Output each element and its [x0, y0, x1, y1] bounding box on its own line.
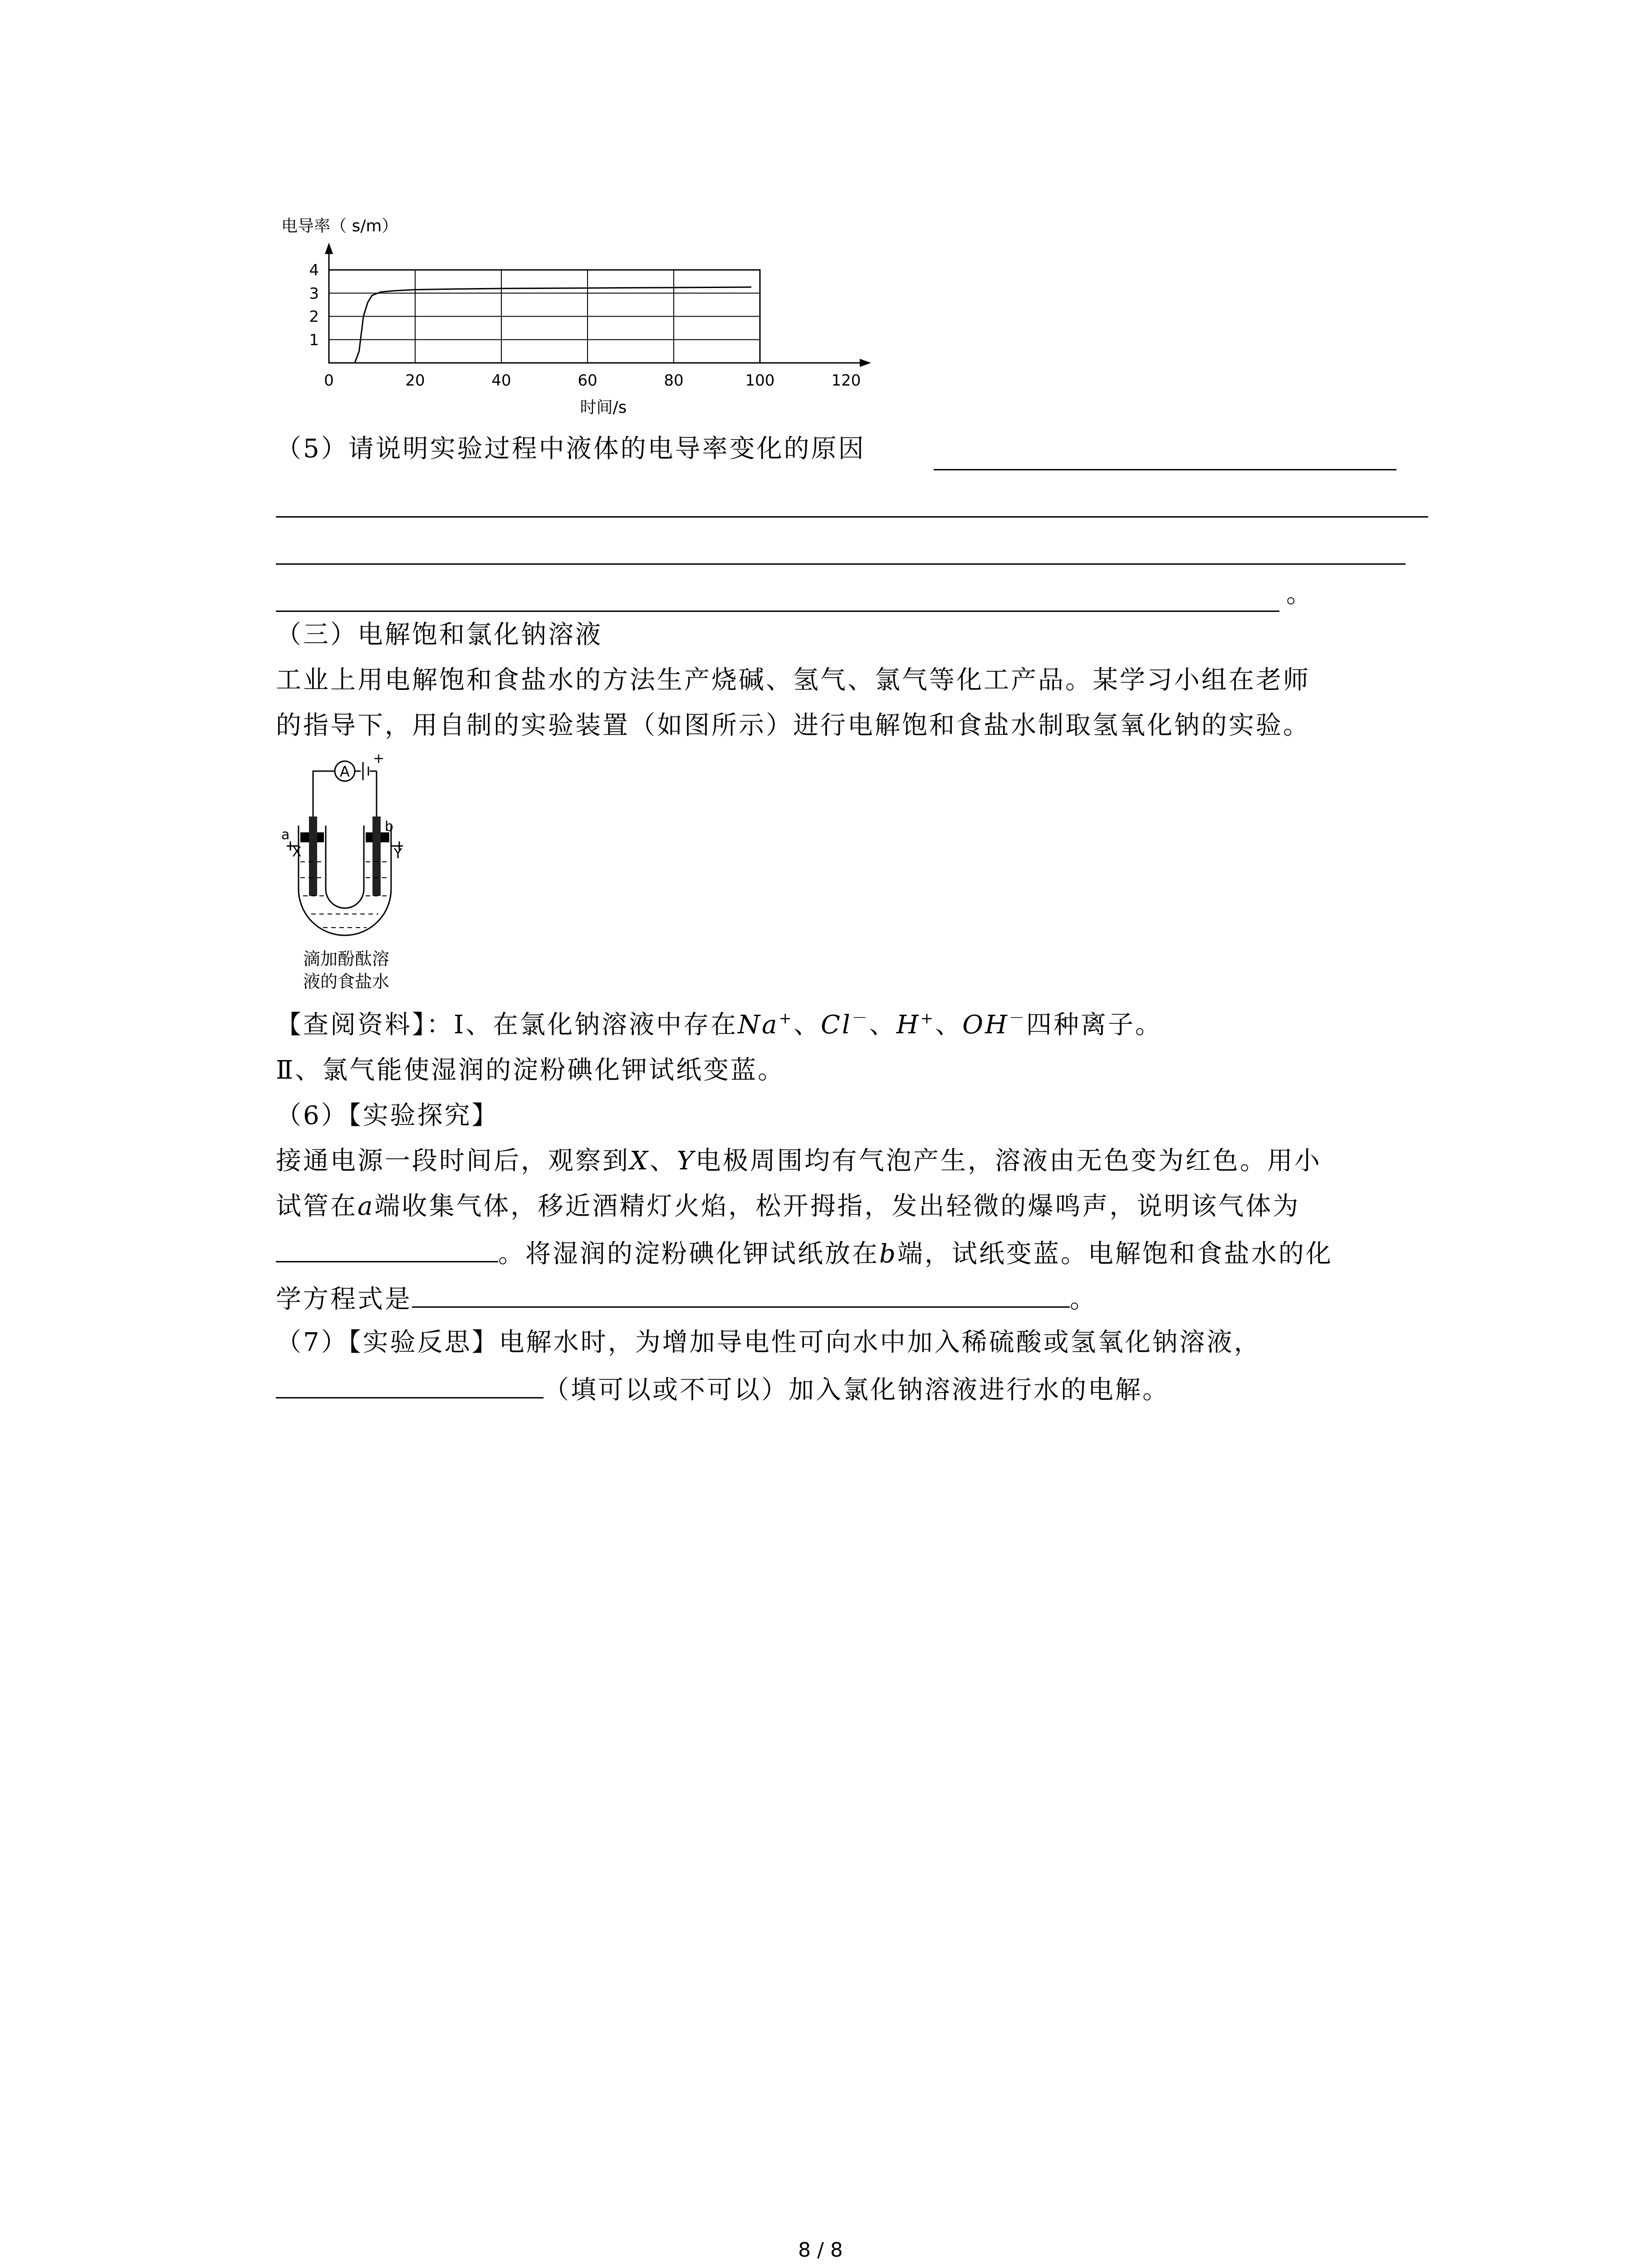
- ion-na: Na: [738, 1010, 779, 1040]
- ion-na-charge: +: [779, 1009, 794, 1027]
- chart-x-tick-label: 40: [491, 371, 511, 390]
- q6-l4-period: 。: [1070, 1285, 1097, 1314]
- conductivity-chart-svg: [272, 213, 907, 431]
- q7-line-1: （7）【实验反思】电解水时，为增加导电性可向水中加入稀硫酸或氢氧化钠溶液，: [276, 1328, 1261, 1357]
- page-number: 8 / 8: [798, 2239, 843, 2262]
- chart-y-tick-label: 3: [309, 284, 319, 303]
- chart-ylabel: 电导率（ s/m）: [281, 217, 398, 235]
- chart-y-tick-label: 1: [309, 331, 319, 349]
- conductivity-chart: [272, 213, 907, 431]
- q5-answer-blank-4[interactable]: [276, 611, 1279, 612]
- q6-l2-text-a: 试管在: [276, 1192, 358, 1221]
- label-a: a: [281, 827, 290, 843]
- q6-title: （6）【实验探究】: [276, 1101, 499, 1130]
- q6-l3-text-a: 。将湿润的淀粉碘化钾试纸放在: [498, 1239, 879, 1269]
- electrode-x: X: [630, 1146, 650, 1176]
- q6-l3-text-b: 端，试纸变蓝。电解饱和食盐水的化: [897, 1239, 1333, 1269]
- info-suffix: 四种离子。: [1026, 1010, 1162, 1040]
- q5-text: （5）请说明实验过程中液体的电导率变化的原因: [276, 434, 866, 464]
- q5-answer-blank-3[interactable]: [276, 563, 1406, 565]
- info-sep-1: 、: [794, 1010, 821, 1040]
- info-line-1: [276, 1007, 1162, 1043]
- q7-answer-blank[interactable]: [276, 1370, 544, 1398]
- chart-x-tick-label: 20: [405, 371, 425, 390]
- chart-y-tick-label: 2: [309, 308, 319, 326]
- chart-x-tick-label: 0: [324, 371, 334, 390]
- label-x: X: [292, 844, 302, 860]
- ion-cl: Cl: [821, 1010, 852, 1040]
- apparatus-caption-1: 滴加酚酞溶: [303, 949, 389, 969]
- info-prefix: 【查阅资料】：Ⅰ、在氯化钠溶液中存在: [276, 1010, 738, 1040]
- intro-line-2: 的指导下，用自制的实验装置（如图所示）进行电解饱和食盐水制取氢氧化钠的实验。: [276, 711, 1310, 740]
- electrode-y: Y: [676, 1146, 696, 1176]
- info-sep-3: 、: [935, 1010, 963, 1040]
- section3-title: （三）电解饱和氯化钠溶液: [276, 620, 603, 650]
- intro-line-1: 工业上用电解饱和食盐水的方法生产烧碱、氢气、氯气等化工产品。某学习小组在老师: [276, 665, 1310, 695]
- q6-l1-text-b: 电极周围均有气泡产生，溶液由无色变为红色。用小: [695, 1146, 1322, 1176]
- end-a: a: [358, 1192, 375, 1221]
- info-sep-2: 、: [869, 1010, 896, 1040]
- apparatus-caption-2: 液的食盐水: [303, 972, 389, 992]
- q6-l2-text-b: 端收集气体，移近酒精灯火焰，松开拇指，发出轻微的爆鸣声，说明该气体为: [374, 1192, 1300, 1221]
- chart-y-axis-arrow: [325, 243, 333, 254]
- chart-y-tick-label: 4: [309, 261, 319, 279]
- q6-line-3: [276, 1234, 1333, 1272]
- ion-cl-charge: －: [852, 1009, 869, 1027]
- q6-l1-text-a: 接通电源一段时间后，观察到: [276, 1146, 630, 1176]
- chart-x-tick-label: 80: [664, 371, 684, 390]
- chart-x-tick-label: 120: [831, 371, 861, 390]
- chart-x-tick-label: 100: [745, 371, 775, 390]
- chart-x-axis-arrow: [860, 359, 871, 367]
- q6-l1-sep: 、: [649, 1146, 677, 1176]
- chart-series-line: [329, 287, 751, 363]
- q5-line: [276, 431, 866, 467]
- end-b: b: [879, 1239, 897, 1269]
- chart-xlabel: 时间/s: [580, 398, 627, 417]
- q6-line-4: [276, 1279, 1097, 1318]
- q6-l4-text-a: 学方程式是: [276, 1285, 412, 1314]
- q7-line-2: [276, 1370, 1170, 1408]
- q6-line-2: [276, 1188, 1300, 1225]
- battery-plus-label: +: [373, 753, 385, 767]
- ion-oh: OH: [962, 1010, 1009, 1040]
- ion-h: H: [896, 1010, 921, 1040]
- label-y: Y: [394, 846, 402, 862]
- ion-h-charge: +: [920, 1009, 936, 1027]
- q5-period: 。: [1286, 579, 1313, 609]
- q5-answer-blank-1[interactable]: [934, 469, 1396, 470]
- q6-equation-blank[interactable]: [412, 1279, 1070, 1308]
- ion-oh-charge: －: [1009, 1009, 1026, 1027]
- info-line-2: Ⅱ、氯气能使湿润的淀粉碘化钾试纸变蓝。: [276, 1056, 785, 1085]
- q7-l2-text: （填可以或不可以）加入氯化钠溶液进行水的电解。: [544, 1375, 1170, 1405]
- q6-line-1: [276, 1143, 1322, 1179]
- electrolysis-apparatus-svg: [281, 753, 408, 957]
- q6-gas-blank[interactable]: [276, 1234, 498, 1262]
- chart-x-tick-label: 60: [578, 371, 598, 390]
- label-b: b: [385, 819, 394, 835]
- ammeter-label: A: [340, 763, 350, 780]
- q5-answer-blank-2[interactable]: [276, 516, 1428, 518]
